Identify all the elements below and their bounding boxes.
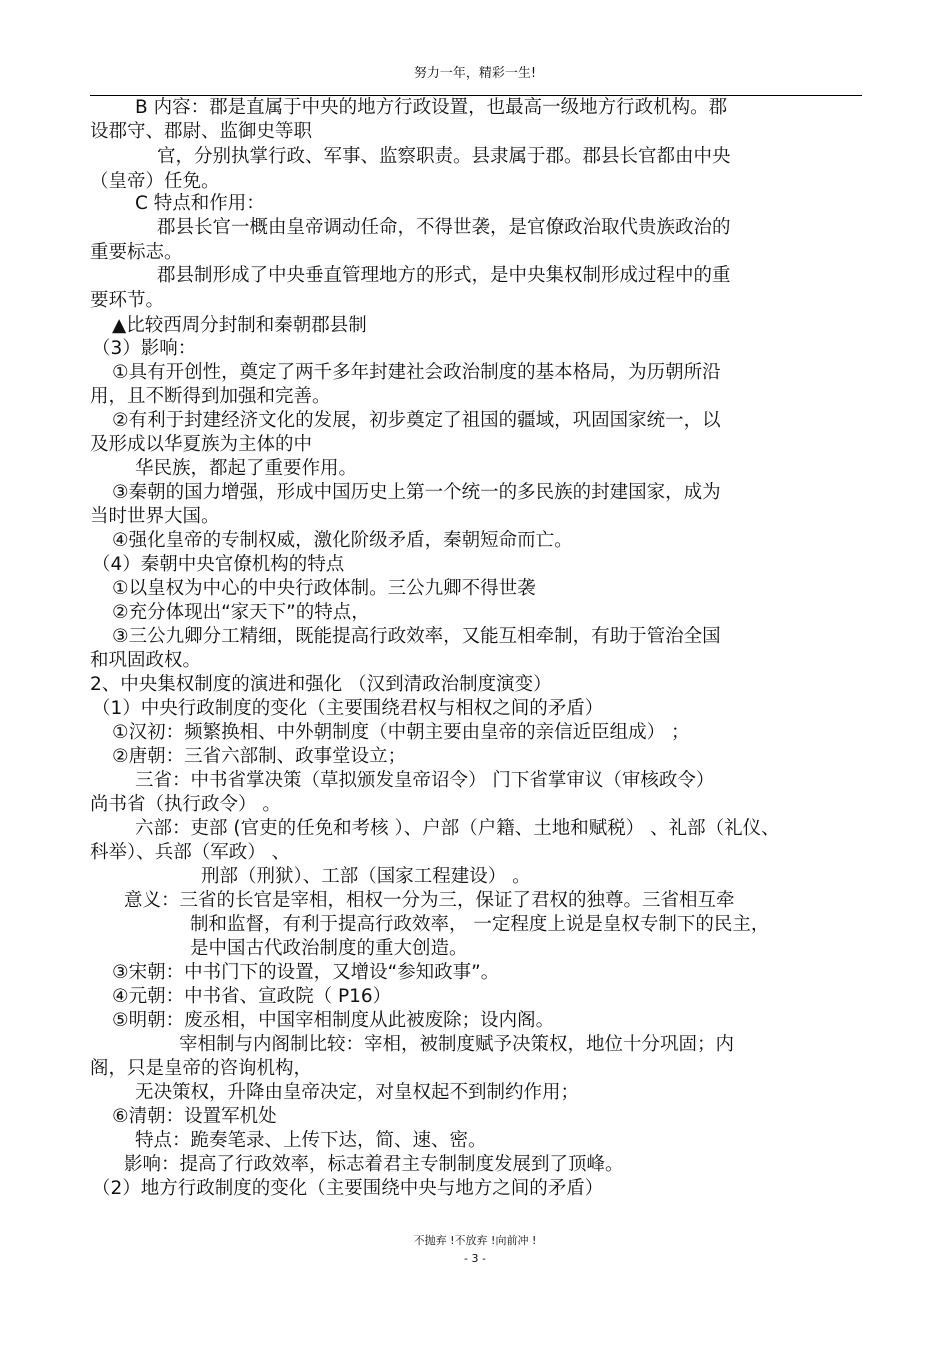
- text-line: 郡县长官一概由皇帝调动任命，不得世袭，是官僚政治取代贵族政治的: [157, 217, 731, 238]
- text-line: （4）秦朝中央官僚机构的特点: [92, 554, 345, 575]
- text-line: 当时世界大国。: [90, 506, 220, 527]
- text-line: 无决策权，升降由皇帝决定，对皇权起不到制约作用；: [135, 1082, 580, 1103]
- text-line: 设郡守、郡尉、监御史等职: [90, 121, 313, 142]
- text-line: ②唐朝：三省六部制、政事堂设立；: [112, 746, 407, 767]
- text-line: 六部：吏部 (官吏的任免和考核 ）、户部（户籍、土地和赋税） 、礼部（礼仪、: [135, 818, 780, 839]
- text-line: ⑤明朝：废丞相，中国宰相制度从此被废除；设内阁。: [112, 1010, 555, 1031]
- text-line: ③宋朝：中书门下的设置，又增设“参知政事”。: [112, 962, 500, 983]
- text-line: ▲比较西周分封制和秦朝郡县制: [112, 315, 367, 336]
- footer-slogan: 不抛弃 !不放弃 !向前冲 !: [413, 1234, 537, 1247]
- text-line: 郡县制形成了中央垂直管理地方的形式，是中央集权制形成过程中的重: [157, 265, 731, 286]
- page-header: 努力一年，精彩一生!: [413, 66, 537, 81]
- text-line: ④强化皇帝的专制权威，激化阶级矛盾，秦朝短命而亡。: [112, 530, 573, 551]
- text-line: C 特点和作用：: [135, 193, 265, 214]
- text-line: ②有利于封建经济文化的发展，初步奠定了祖国的疆域，巩固国家统一，以: [112, 410, 721, 431]
- text-line: ④元朝：中书省、宣政院（ P16）: [112, 986, 392, 1007]
- text-line: （3）影响：: [92, 338, 197, 359]
- text-line: ⑥清朝：设置军机处: [112, 1106, 277, 1127]
- text-line: （皇帝）任免。: [90, 171, 220, 192]
- text-line: ①汉初：频繁换相、中外朝制度（中朝主要由皇帝的亲信近臣组成） ；: [112, 722, 690, 743]
- text-line: 制和监督，有利于提高行政效率， 一定程度上说是皇权专制下的民主，: [190, 914, 770, 935]
- text-line: （2）地方行政制度的变化（主要围绕中央与地方之间的矛盾）: [92, 1178, 604, 1199]
- text-line: 影响：提高了行政效率，标志着君主专制制度发展到了顶峰。: [124, 1154, 624, 1175]
- text-line: ①以皇权为中心的中央行政体制。三公九卿不得世袭: [112, 578, 536, 599]
- text-line: 三省：中书省掌决策（草拟颁发皇帝诏令） 门下省掌审议（审核政令）: [135, 770, 715, 791]
- text-line: ③三公九卿分工精细，既能提高行政效率，又能互相牵制，有助于管治全国: [112, 626, 721, 647]
- page-number: - 3 -: [464, 1252, 486, 1265]
- text-line: 尚书省（执行政令） 。: [90, 794, 281, 815]
- text-line: （1）中央行政制度的变化（主要围绕君权与相权之间的矛盾）: [92, 698, 604, 719]
- text-line: 2、中央集权制度的演进和强化 （汉到清政治制度演变）: [90, 674, 552, 695]
- text-line: 阁，只是皇帝的咨询机构，: [90, 1058, 313, 1079]
- text-line: 刑部（刑狱）、工部（国家工程建设） 。: [201, 866, 531, 887]
- text-line: ①具有开创性，奠定了两千多年封建社会政治制度的基本格局，为历朝所沿: [112, 362, 721, 383]
- text-line: 意义：三省的长官是宰相，相权一分为三，保证了君权的独尊。三省相互牵: [124, 890, 735, 911]
- text-line: 要环节。: [90, 290, 165, 311]
- text-line: 及形成以华夏族为主体的中: [90, 434, 313, 455]
- text-line: 科举）、兵部（军政） 、: [90, 842, 291, 863]
- text-line: B 内容：郡是直属于中央的地方行政设置，也最高一级地方行政机构。郡: [135, 97, 728, 118]
- text-line: 官，分别执掌行政、军事、监察职责。县隶属于郡。郡县长官都由中央: [157, 146, 731, 167]
- text-line: 宰相制与内阁制比较：宰相，被制度赋予决策权，地位十分巩固；内: [179, 1034, 735, 1055]
- text-line: 用，且不断得到加强和完善。: [90, 386, 331, 407]
- text-line: 重要标志。: [90, 242, 183, 263]
- text-line: 和巩固政权。: [90, 650, 202, 671]
- text-line: ③秦朝的国力增强，形成中国历史上第一个统一的多民族的封建国家，成为: [112, 482, 721, 503]
- text-line: ②充分体现出“家天下”的特点，: [112, 602, 370, 623]
- text-line: 特点：跪奏笔录、上传下达，简、速、密。: [135, 1130, 487, 1151]
- text-line: 华民族，都起了重要作用。: [135, 458, 358, 479]
- text-line: 是中国古代政治制度的重大创造。: [190, 938, 468, 959]
